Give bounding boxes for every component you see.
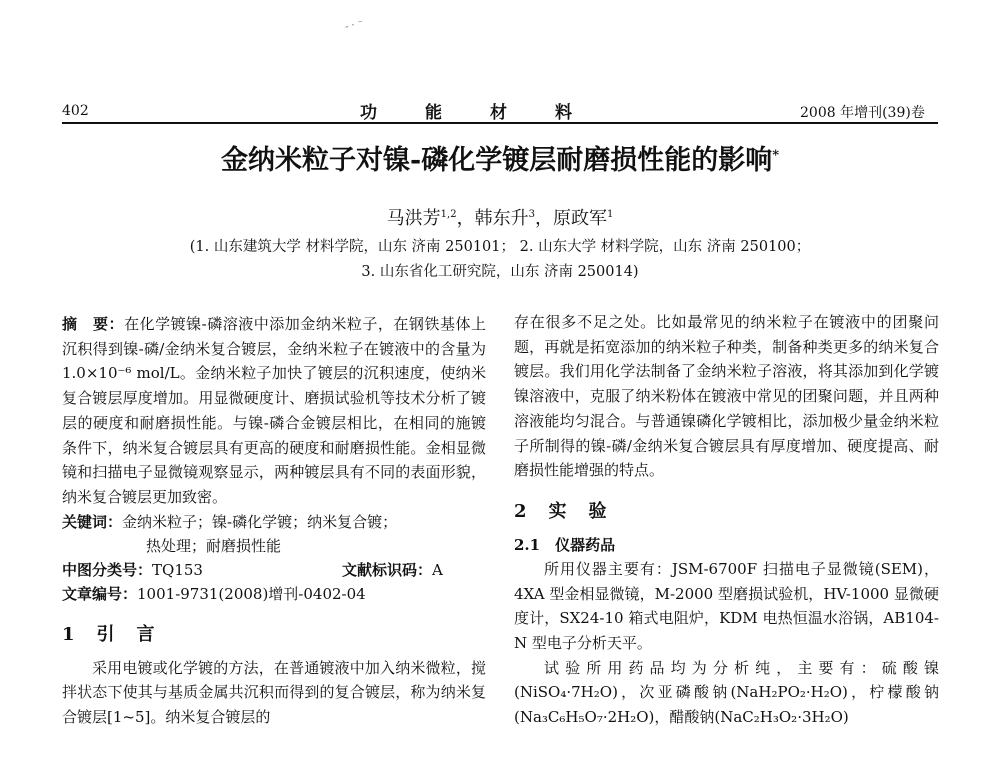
subsection-heading: 2.1 仪器药品 [514, 535, 616, 554]
doc-code-value: A [432, 560, 443, 579]
issue-info: 2008 年增刊(39)卷 [800, 105, 925, 121]
author-affiliation-mark: 3 [528, 209, 535, 220]
author-separator: ， [534, 208, 553, 229]
article-title [0, 138, 1000, 177]
keywords-label: 关键词： [62, 512, 123, 531]
abstract [62, 312, 486, 510]
section-heading: 2 实 验 [514, 500, 609, 522]
reagents-paragraph: 试验所用药品均为分析纯，主要有：硫酸镍(NiSO₄·7H₂O)，次亚磷酸钠(NaH₂PO₂·H₂O)，柠檬酸钠(Na₃C₆H₅O₇·2H₂O)，醋酸钠(NaC₂H₃O₂·3H₂O) [514, 658, 939, 727]
right-column [514, 310, 939, 730]
author-name: 原政军 [552, 208, 607, 229]
author-name: 韩东升 [474, 208, 529, 229]
abstract-label: 摘 要： [62, 315, 125, 333]
affiliation-line: (1. 山东建筑大学 材料学院，山东 济南 250101； 2. 山东大学 材料学院，山东 济南 250100； [189, 239, 811, 255]
scan-mark: ‐ · ⁻ [344, 18, 365, 33]
author-separator: ， [456, 208, 475, 229]
keywords-continuation: 热处理；耐磨损性能 [146, 536, 282, 555]
author-list [0, 204, 1000, 230]
page-number: 402 [62, 103, 89, 119]
keywords-line: 金纳米粒子；镍-磷化学镀；纳米复合镀； [122, 512, 398, 531]
doc-code-label: 文献标识码： [342, 560, 433, 579]
author-affiliation-mark: 1 [606, 209, 614, 220]
author-affiliation-mark: 1,2 [440, 209, 457, 220]
instruments-paragraph: 所用仪器主要有：JSM-6700F 扫描电子显微镜(SEM)，4XA 型金相显微镜，M-2000 型磨损试验机，HV-1000 显微硬度计，SX24-10 箱式电阻炉，KDM 电热恒温水浴锅，AB104-N 型电子分析天平。 [514, 559, 939, 653]
intro-continuation: 存在很多不足之处。比如最常见的纳米粒子在镀液中的团聚问题，再就是拓宽添加的纳米粒子种类，制备种类更多的纳米复合镀层。我们用化学法制备了金纳米粒子溶液，将其添加到化学镀镍溶液中，克服了纳米粉体在镀液中常见的团聚问题，并且两种溶液能均匀混合。与普通镍磷化学镀相比，添加极少量金纳米粒子所制得的镍-磷/金纳米复合镀层具有厚度增加、硬度提高、耐磨损性能增强的特点。 [514, 313, 939, 480]
section-heading: 1 引 言 [62, 623, 157, 645]
article-number-row [62, 582, 486, 606]
article-number-value: 1001-9731(2008)增刊-0402-04 [137, 584, 366, 603]
title-text: 金纳米粒子对镍-磷化学镀层耐磨损性能的影响 [220, 145, 773, 176]
left-column [62, 312, 486, 730]
article-number-label: 文章编号： [62, 584, 138, 603]
clc-label: 中图分类号： [62, 560, 153, 579]
journal-name: 功能材料 [360, 103, 620, 123]
author-name: 马洪芳 [386, 208, 441, 229]
header-rule [62, 122, 938, 124]
keywords [62, 510, 486, 534]
classification-row [62, 558, 486, 582]
abstract-text: 在化学镀镍-磷溶液中添加金纳米粒子，在钢铁基体上沉积得到镍-磷/金纳米复合镀层，金纳米粒子在镀液中的含量为 1.0×10⁻⁶ mol/L。金纳米粒子加快了镀层的沉积速度，使纳米复合镀层厚度增加。用显微硬度计、磨损试验机等技术分析了镀层的硬度和耐磨损性能。与镍-磷合金镀层相比，在相同的施镀条件下，纳米复合镀层具有更高的硬度和耐磨损性能。金相显微镜和扫描电子显微镜观察显示，两种镀层具有不同的表面形貌，纳米复合镀层更加致密。 [62, 315, 486, 506]
section-text: 采用电镀或化学镀的方法，在普通镀液中加入纳米微粒，搅拌状态下使其与基质金属共沉积而得到的复合镀层，称为纳米复合镀层[1~5]。纳米复合镀层的 [62, 658, 486, 727]
title-footnote-mark: * [772, 148, 780, 163]
affiliation-line: 3. 山东省化工研究院，山东 济南 250014) [361, 264, 639, 280]
clc-value: TQ153 [152, 560, 203, 579]
